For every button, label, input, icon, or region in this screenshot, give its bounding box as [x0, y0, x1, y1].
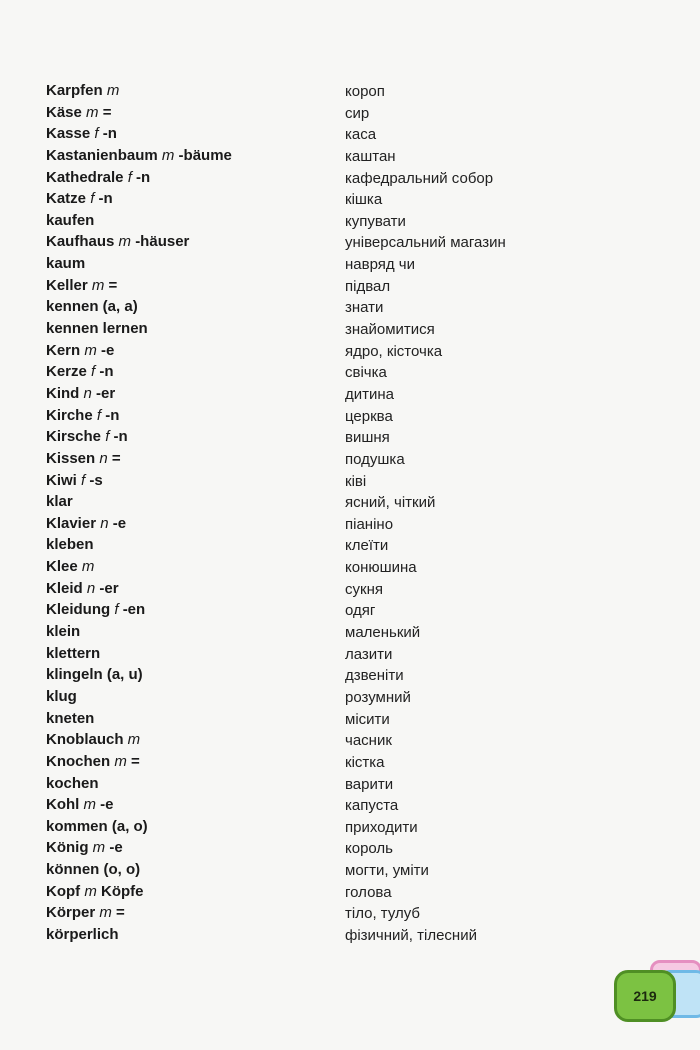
gender-marker: m — [83, 796, 96, 814]
page-number-badge-group — [610, 960, 700, 1050]
vocab-entry — [0, 167, 700, 189]
plural-form: -häuser — [135, 233, 190, 251]
vocab-entry — [0, 556, 700, 578]
ukrainian-translation: короп — [345, 83, 385, 100]
german-term — [46, 924, 119, 945]
vocab-entry — [0, 902, 700, 924]
german-word: Karpfen — [46, 82, 103, 99]
german-term — [46, 383, 115, 404]
plural-form: = — [131, 752, 140, 770]
plural-form: -n — [102, 125, 117, 143]
german-term — [46, 340, 114, 361]
german-word: Klavier — [46, 514, 97, 532]
plural-form: -en — [122, 601, 146, 619]
german-term — [46, 513, 126, 534]
german-term — [46, 794, 114, 815]
vocab-entry — [0, 470, 700, 492]
page-number: 219 — [633, 988, 657, 1004]
ukrainian-translation: знати — [345, 299, 384, 317]
ukrainian-translation: знайомитися — [345, 321, 435, 339]
ukrainian-translation: розумний — [345, 688, 411, 706]
german-word: kaum — [46, 255, 86, 273]
vocab-entry — [0, 318, 700, 340]
ukrainian-translation: могти, уміти — [345, 862, 429, 880]
german-term — [46, 80, 119, 101]
german-term — [46, 621, 80, 642]
ukrainian-translation: каштан — [345, 147, 396, 165]
german-word: Knochen — [46, 752, 111, 770]
ukrainian-translation: ясний, чіткий — [345, 494, 436, 512]
german-word: Kathedrale — [46, 168, 124, 186]
gender-marker: m — [92, 839, 106, 857]
vocab-entry — [0, 513, 700, 535]
german-word: Kopf — [46, 882, 81, 900]
vocab-entry — [0, 578, 700, 600]
german-word: klar — [46, 493, 73, 511]
german-word: Kaufhaus — [46, 233, 115, 251]
vocab-entry — [0, 794, 700, 816]
german-term — [46, 167, 150, 188]
german-word: Kirsche — [46, 428, 102, 446]
gender-marker: m — [99, 904, 112, 922]
vocab-entry — [0, 686, 700, 708]
plural-form: -er — [96, 384, 116, 402]
vocab-entry — [0, 340, 700, 362]
german-term — [46, 426, 128, 447]
german-term — [46, 296, 138, 317]
german-term — [46, 664, 143, 685]
gender-marker: f — [91, 363, 96, 381]
vocab-entry — [0, 837, 700, 859]
german-term — [46, 859, 140, 880]
gender-marker: f — [114, 601, 119, 619]
vocabulary-list — [0, 80, 700, 946]
german-word: Kind — [46, 384, 80, 402]
german-term — [46, 361, 114, 382]
german-word: körperlich — [46, 925, 119, 943]
gender-marker: f — [94, 125, 99, 143]
ukrainian-translation: дзвеніти — [345, 667, 404, 685]
gender-marker: m — [84, 882, 97, 900]
ukrainian-translation: універсальний магазин — [345, 234, 506, 252]
german-term — [46, 470, 103, 491]
gender-marker: n — [99, 449, 108, 467]
german-term — [46, 275, 117, 296]
german-term — [46, 773, 99, 794]
plural-form: -e — [101, 341, 115, 359]
german-word: klein — [46, 623, 81, 641]
german-term — [46, 902, 125, 923]
german-word: kennen lernen — [46, 320, 148, 338]
german-term — [46, 188, 113, 209]
vocab-entry — [0, 773, 700, 795]
plural-form: -e — [100, 796, 114, 814]
german-word: Körper — [46, 904, 96, 922]
german-term — [46, 708, 94, 729]
page-number-badge — [614, 970, 676, 1022]
ukrainian-translation: маленький — [345, 624, 421, 642]
german-word: Kern — [46, 341, 81, 359]
ukrainian-translation: піаніно — [345, 515, 394, 533]
vocab-entry — [0, 664, 700, 686]
ukrainian-translation: купувати — [345, 212, 406, 230]
vocab-entry — [0, 729, 700, 751]
gender-marker: f — [96, 406, 102, 424]
german-term — [46, 729, 140, 750]
german-term — [46, 102, 111, 123]
german-word: Kiwi — [46, 471, 77, 489]
vocab-entry — [0, 881, 700, 903]
german-term — [46, 491, 73, 512]
german-word: Kastanienbaum — [46, 146, 158, 164]
vocab-entry — [0, 231, 700, 253]
german-term — [46, 123, 117, 144]
vocab-entry — [0, 188, 700, 210]
ukrainian-translation: підвал — [345, 277, 391, 295]
ukrainian-translation: кістка — [345, 753, 385, 771]
gender-marker: n — [83, 384, 92, 402]
german-word: Klee — [46, 558, 78, 576]
ukrainian-translation: подушка — [345, 450, 405, 468]
german-word: Kohl — [46, 796, 80, 814]
german-term — [46, 253, 85, 274]
german-term — [46, 448, 121, 469]
ukrainian-translation: одяг — [345, 602, 376, 620]
vocab-entry — [0, 296, 700, 318]
gender-marker: m — [84, 341, 97, 359]
german-word: klettern — [46, 644, 101, 662]
german-term — [46, 556, 94, 577]
gender-marker: m — [114, 752, 127, 770]
vocab-entry — [0, 361, 700, 383]
ukrainian-translation: місити — [345, 710, 390, 728]
german-term — [46, 837, 123, 858]
plural-form: = — [102, 103, 112, 121]
vocab-entry — [0, 405, 700, 427]
vocab-entry — [0, 751, 700, 773]
vocab-entry — [0, 145, 700, 167]
ukrainian-translation: голова — [345, 883, 392, 901]
ukrainian-translation: клеїти — [345, 537, 389, 555]
vocab-entry — [0, 599, 700, 621]
plural-form: -n — [105, 406, 120, 424]
plural-form: Köpfe — [101, 882, 144, 900]
german-word: kochen — [46, 774, 99, 792]
ukrainian-translation: капуста — [345, 797, 399, 815]
plural-form: -er — [99, 579, 119, 597]
plural-form: -n — [136, 168, 151, 186]
plural-form: -n — [99, 363, 114, 381]
plural-form: = — [116, 904, 125, 922]
ukrainian-translation: церква — [345, 407, 393, 425]
gender-marker: n — [100, 514, 109, 532]
german-term — [46, 599, 145, 620]
vocab-entry — [0, 210, 700, 232]
german-word: Kissen — [46, 449, 96, 467]
german-word: Kerze — [46, 363, 87, 381]
german-word: Kasse — [46, 125, 91, 143]
german-term — [46, 534, 94, 555]
ukrainian-translation: дитина — [345, 385, 395, 403]
ukrainian-translation: сир — [345, 104, 370, 122]
vocab-entry — [0, 643, 700, 665]
ukrainian-translation: свічка — [345, 364, 387, 382]
gender-marker: n — [86, 579, 96, 597]
german-term — [46, 145, 232, 166]
german-word: Kleidung — [46, 601, 111, 619]
ukrainian-translation: сукня — [345, 580, 383, 598]
plural-form: -e — [109, 839, 123, 857]
gender-marker: m — [106, 82, 120, 99]
gender-marker: f — [105, 428, 110, 446]
german-term — [46, 643, 100, 664]
vocab-entry — [0, 448, 700, 470]
ukrainian-translation: часник — [345, 732, 392, 750]
vocab-entry — [0, 924, 700, 946]
german-term — [46, 578, 119, 599]
plural-form: -s — [89, 471, 103, 489]
gender-marker: f — [127, 168, 132, 186]
plural-form: -n — [113, 428, 128, 446]
vocab-entry — [0, 102, 700, 124]
gender-marker: m — [91, 276, 105, 294]
ukrainian-translation: конюшина — [345, 559, 417, 577]
vocab-entry — [0, 491, 700, 513]
german-word: kommen (a, o) — [46, 817, 148, 835]
ukrainian-translation: каса — [345, 126, 377, 144]
plural-form: = — [111, 449, 121, 467]
vocab-entry — [0, 534, 700, 556]
german-word: Kleid — [46, 579, 83, 597]
german-word: Knoblauch — [46, 731, 124, 749]
vocab-entry — [0, 253, 700, 275]
german-word: kleben — [46, 536, 94, 554]
plural-form: -n — [98, 190, 113, 208]
german-word: kaufen — [46, 211, 95, 229]
gender-marker: m — [127, 731, 141, 749]
german-word: klug — [46, 687, 77, 705]
ukrainian-translation: ядро, кісточка — [345, 342, 443, 360]
german-term — [46, 210, 94, 231]
ukrainian-translation: навряд чи — [345, 256, 416, 274]
german-word: Katze — [46, 190, 87, 208]
gender-marker: f — [90, 190, 95, 208]
ukrainian-translation: фізичний, тілесний — [345, 926, 477, 944]
ukrainian-translation: варити — [345, 775, 394, 793]
vocab-entry — [0, 123, 700, 145]
german-term — [46, 405, 119, 426]
ukrainian-translation: кішка — [345, 191, 383, 209]
plural-form: -bäume — [178, 146, 232, 164]
ukrainian-translation: лазити — [345, 645, 393, 663]
vocab-entry — [0, 859, 700, 881]
german-term — [46, 318, 148, 339]
ukrainian-translation: ківі — [345, 472, 367, 490]
vocab-entry — [0, 275, 700, 297]
vocab-entry — [0, 80, 700, 102]
ukrainian-translation: вишня — [345, 429, 390, 447]
gender-marker: m — [86, 103, 99, 121]
ukrainian-translation: король — [345, 840, 393, 858]
ukrainian-translation: кафедральний собор — [345, 169, 494, 187]
vocab-entry — [0, 816, 700, 838]
plural-form: = — [108, 276, 118, 294]
german-word: Kirche — [46, 406, 93, 424]
vocab-entry — [0, 621, 700, 643]
german-term — [46, 686, 77, 707]
gender-marker: m — [118, 233, 132, 251]
german-word: König — [46, 839, 89, 857]
german-term — [46, 881, 144, 902]
german-word: klingeln (a, u) — [46, 666, 143, 684]
vocab-entry — [0, 426, 700, 448]
german-term — [46, 816, 148, 837]
german-word: Käse — [46, 103, 82, 121]
gender-marker: m — [81, 558, 95, 576]
german-word: können (o, o) — [46, 861, 141, 879]
gender-marker: m — [161, 146, 175, 164]
vocab-entry — [0, 708, 700, 730]
gender-marker: f — [81, 471, 86, 489]
plural-form: -e — [112, 514, 127, 532]
german-word: kneten — [46, 709, 95, 727]
german-term — [46, 751, 140, 772]
ukrainian-translation: приходити — [345, 818, 418, 836]
vocab-entry — [0, 383, 700, 405]
german-word: kennen (a, a) — [46, 298, 138, 316]
german-word: Keller — [46, 276, 88, 294]
german-term — [46, 231, 189, 252]
ukrainian-translation: тіло, тулуб — [345, 905, 421, 923]
